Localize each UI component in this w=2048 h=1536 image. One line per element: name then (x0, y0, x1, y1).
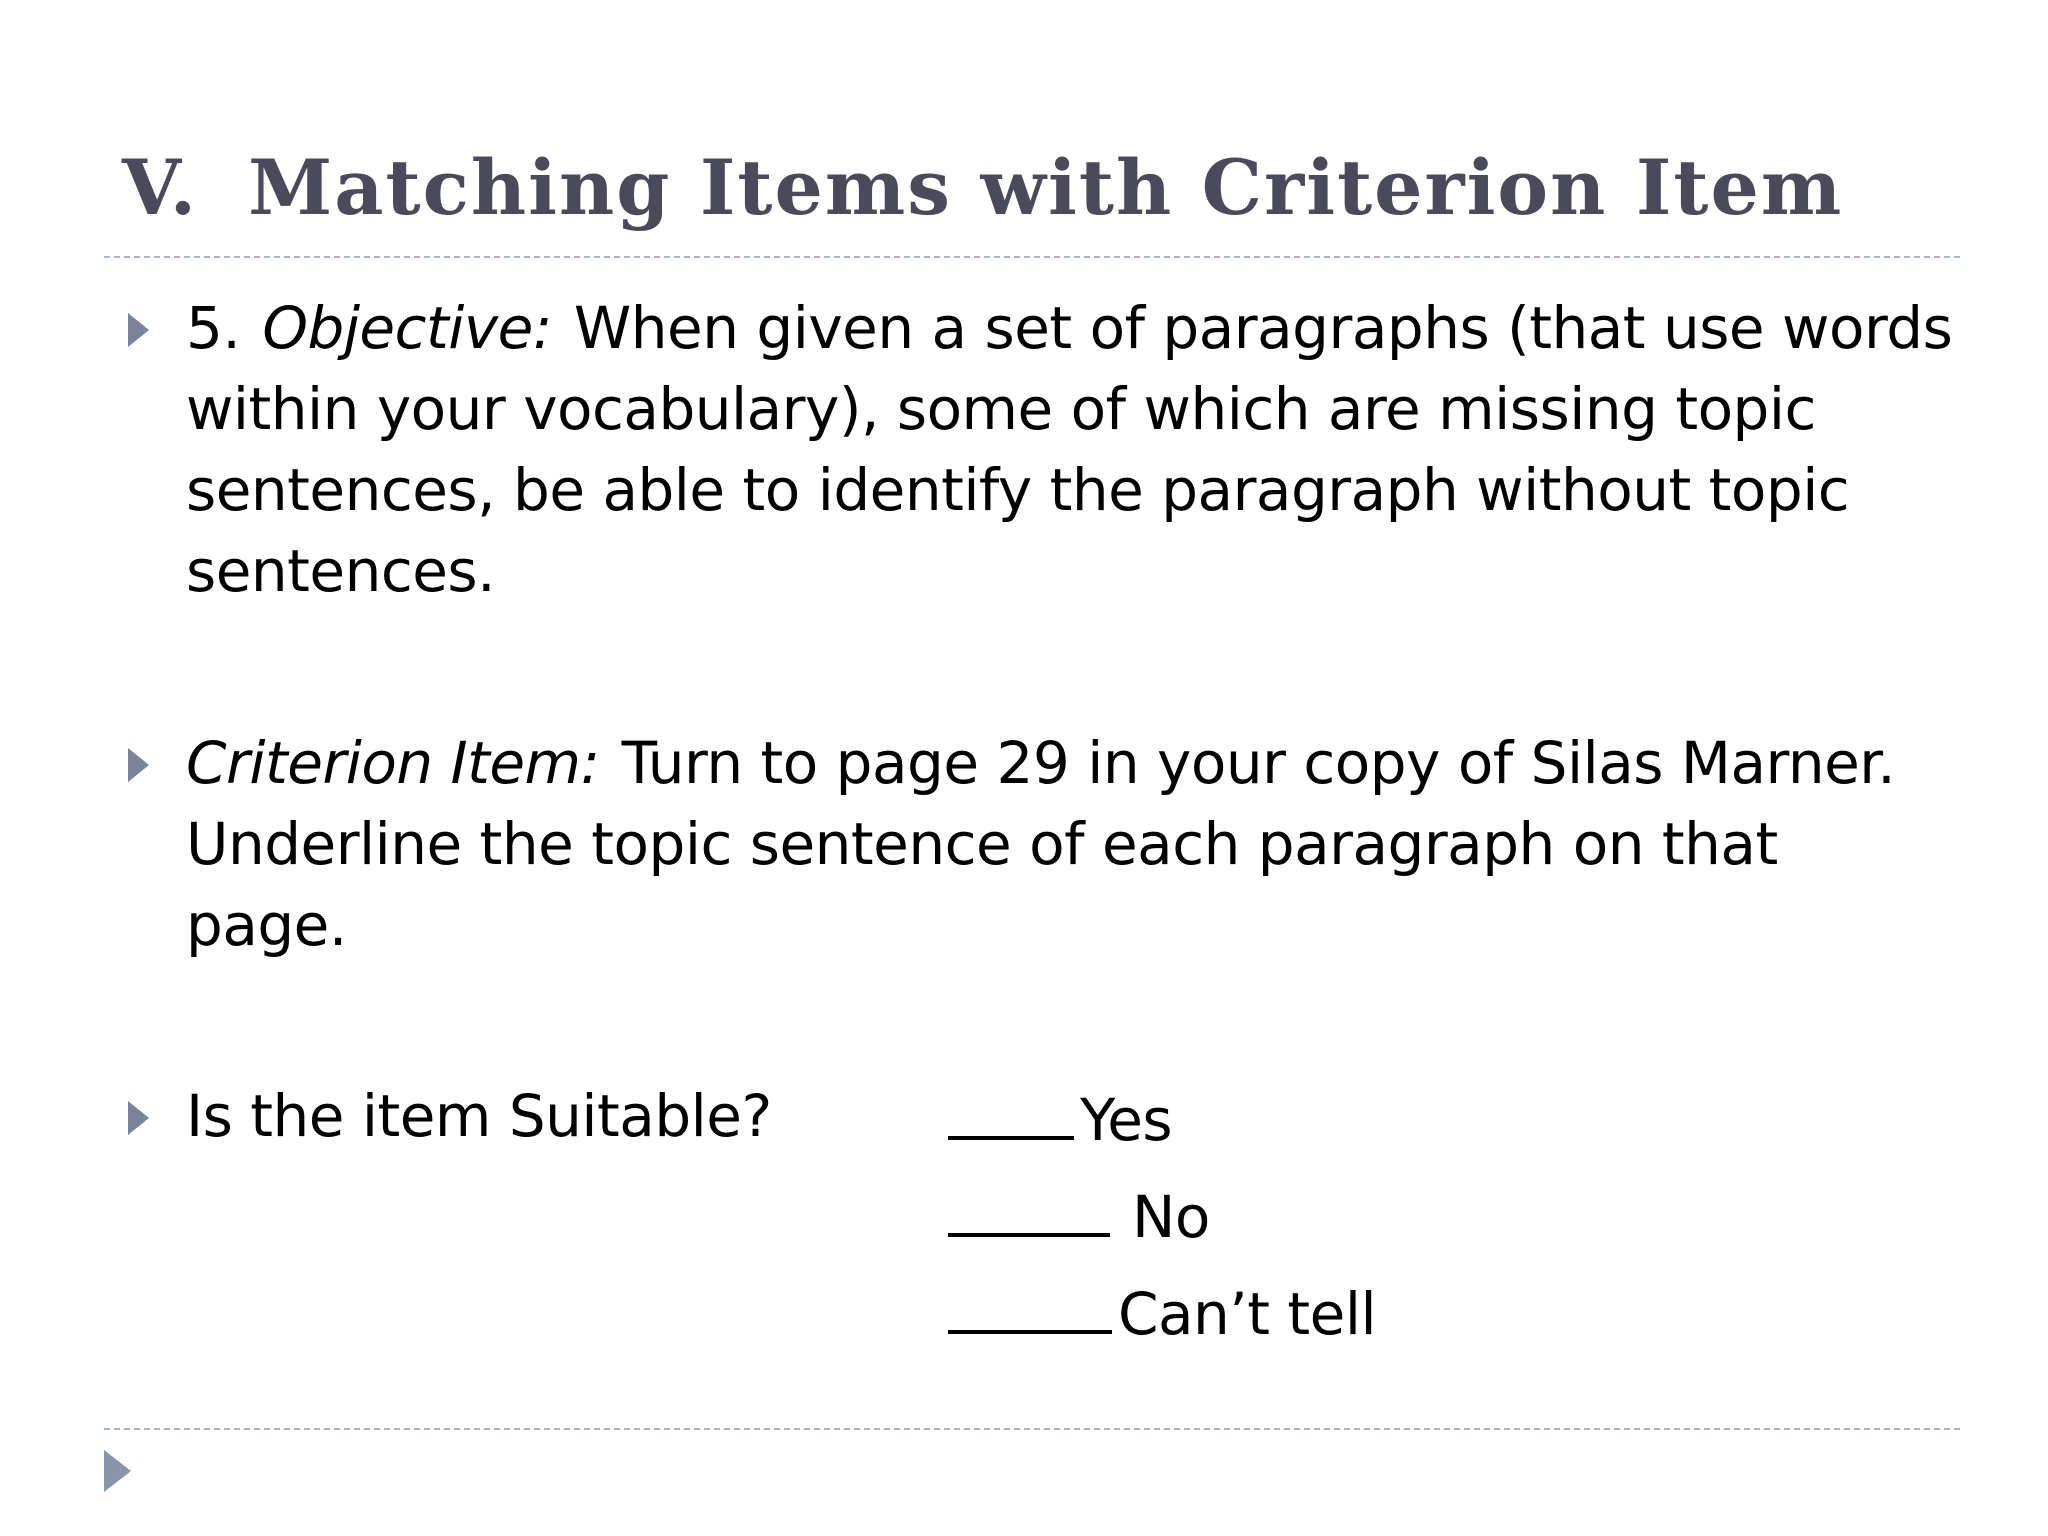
objective-label: Objective: (262, 294, 552, 362)
bullet-arrow-icon (128, 1101, 149, 1135)
option-label: No (1132, 1183, 1210, 1251)
answer-blank[interactable] (948, 1270, 1112, 1334)
title-text: Matching Items with Criterion Item (248, 143, 1844, 232)
bottom-divider (104, 1428, 1960, 1430)
corner-triangle-icon (104, 1450, 131, 1492)
objective-text: When given a set of paragraphs (that use words within your vocabulary), some of which are missing topic sentences, be able to identify the paragraph without topic sentences. (186, 294, 1953, 605)
bullet-arrow-icon (128, 313, 149, 347)
question-text: Is the item Suitable? (186, 1082, 772, 1150)
option-label: Can’t tell (1118, 1280, 1377, 1348)
top-divider (104, 256, 1960, 258)
slide-title (122, 143, 1844, 232)
objective-item (186, 288, 1956, 612)
objective-number: 5. (186, 294, 241, 362)
title-number: V. (122, 143, 199, 232)
option-label: Yes (1080, 1086, 1173, 1154)
option-yes (948, 1076, 1172, 1161)
criterion-label: Criterion Item: (186, 729, 600, 797)
option-no (948, 1173, 1210, 1258)
criterion-item (186, 723, 1956, 966)
answer-blank[interactable] (948, 1076, 1074, 1140)
answer-blank[interactable] (948, 1173, 1110, 1237)
suitability-question (186, 1076, 886, 1157)
criterion-text: Turn to page 29 in your copy of Silas Marner. Underline the topic sentence of each paragraph on that page. (186, 729, 1896, 959)
option-cant-tell (948, 1270, 1376, 1355)
bullet-arrow-icon (128, 748, 149, 782)
